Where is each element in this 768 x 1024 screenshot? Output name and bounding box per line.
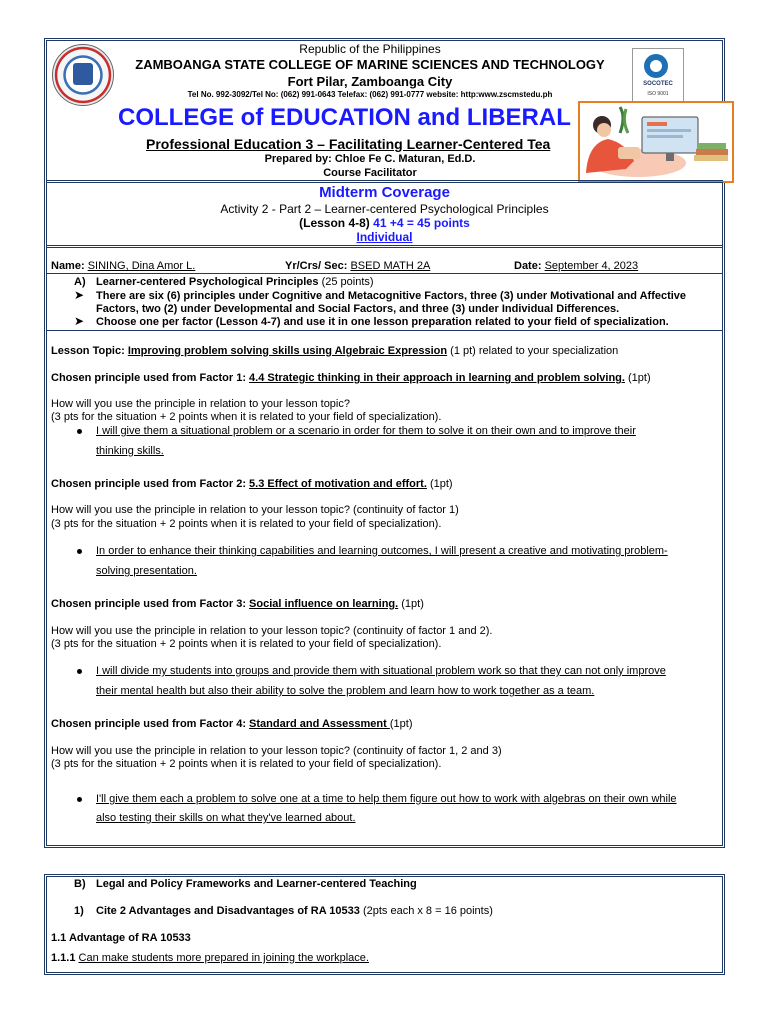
factor-label: Chosen principle used from Factor 3: — [51, 598, 250, 610]
college-title: COLLEGE of EDUCATION and LIBERAL — [118, 104, 571, 131]
factor-2-answer-line1: In order to enhance their thinking capabilities and learning outcomes, I will present a creative and motivating problem- — [96, 545, 668, 557]
factor-label: Chosen principle used from Factor 2: — [51, 478, 250, 490]
school-name: ZAMBOANGA STATE COLLEGE OF MARINE SCIENCES AND TECHNOLOGY — [135, 57, 605, 72]
yrcrs-label: Yr/Crs/ Sec: — [285, 260, 348, 272]
factor-points: (1pt) — [624, 372, 651, 384]
factor-2-answer-line2: solving presentation. — [96, 565, 197, 577]
factor-points: (1pt) — [398, 598, 424, 610]
activity-lesson-line — [46, 216, 723, 230]
factor-4-question: How will you use the principle in relation to your lesson topic? (continuity of factor 1, 2 and 3) — [51, 745, 502, 757]
factor-2-principle — [51, 478, 453, 490]
factor-2-scoring: (3 pts for the situation + 2 points when it is related to your field of specialization). — [51, 518, 442, 530]
woman-at-computer-illustration — [580, 103, 732, 181]
section-a-title: Learner-centered Psychological Principles — [96, 276, 319, 288]
bullet-dot-icon — [77, 429, 82, 434]
factor-points: (1pt) — [389, 718, 413, 730]
section-a-bullet1-line1: There are six (6) principles under Cognitive and Metacognitive Factors, three (3) under Motivational and Affective — [96, 290, 687, 302]
prepared-by: Prepared by: Chloe Fe C. Maturan, Ed.D. — [264, 153, 476, 165]
header-divider — [46, 180, 723, 183]
factor-value: 4.4 Strategic thinking in their approach in learning and problem solving. — [249, 372, 625, 384]
section-a-bullet1-line2: Factors, two (2) under Developmental and Social Factors, and three (3) under Individual Differences. — [96, 303, 620, 315]
factor-4-principle — [51, 718, 412, 730]
factor-4-scoring: (3 pts for the situation + 2 points when it is related to your field of specialization). — [51, 758, 442, 770]
illustration-image — [578, 101, 734, 183]
section-a-divider — [46, 330, 723, 331]
activity-divider — [46, 245, 723, 248]
iso-certification-logo — [632, 48, 684, 104]
advantage-item — [51, 952, 369, 964]
factor-value: Social influence on learning. — [249, 598, 399, 610]
factor-value: Standard and Assessment — [249, 718, 390, 730]
advantage-item-number: 1.1.1 — [51, 952, 79, 964]
factor-1-answer-line2: thinking skills. — [96, 445, 164, 457]
activity-title — [46, 202, 723, 216]
factor-value: 5.3 Effect of motivation and effort. — [249, 478, 427, 490]
yrcrs-row — [285, 260, 470, 272]
factor-label: Chosen principle used from Factor 4: — [51, 718, 250, 730]
factor-4-answer-line2: also testing their skills on what they've learned about. — [96, 812, 356, 824]
contact-line: Tel No. 992-3092/Tel No: (062) 991-0643 Telefax: (062) 991-0777 website: http:www.zscmstedu.ph — [187, 90, 553, 99]
date-row — [514, 260, 638, 272]
section-b-item-points: (2pts each x 8 = 16 points) — [359, 905, 493, 917]
lesson-topic-line — [51, 345, 618, 357]
factor-1-principle — [51, 372, 651, 384]
section-b-marker: B) — [74, 878, 86, 890]
arrow-bullet-icon: ➤ — [74, 288, 85, 302]
factor-2-question: How will you use the principle in relation to your lesson topic? (continuity of factor 1) — [51, 504, 459, 516]
factor-4-answer-line1: I'll give them each a problem to solve one at a time to help them figure out how to work with algebras on their own while — [96, 793, 677, 805]
bullet-dot-icon — [77, 549, 82, 554]
activity-title-text: Activity 2 - Part 2 – Learner-centered Psychological Principles — [220, 202, 549, 216]
lesson-range: (Lesson 4-8) — [299, 216, 374, 230]
republic-line: Republic of the Philippines — [299, 42, 441, 56]
info-divider — [46, 273, 723, 274]
factor-1-answer-line1: I will give them a situational problem or a scenario in order for them to solve it on their own and to improve their — [96, 425, 636, 437]
college-seal-logo — [52, 44, 114, 106]
factor-1-question: How will you use the principle in relation to your lesson topic? — [51, 398, 350, 410]
section-b-item-marker: 1) — [74, 905, 84, 917]
bullet-dot-icon — [77, 797, 82, 802]
arrow-bullet-icon: ➤ — [74, 314, 85, 328]
course-title: Professional Education 3 – Facilitating Learner-Centered Tea — [146, 136, 551, 152]
factor-label: Chosen principle used from Factor 1: — [51, 372, 250, 384]
factor-3-principle — [51, 598, 424, 610]
section-a-bullet2: Choose one per factor (Lesson 4-7) and use it in one lesson preparation related to your field of specialization. — [96, 316, 669, 328]
date-label: Date: — [514, 260, 542, 272]
school-location: Fort Pilar, Zamboanga City — [287, 74, 453, 89]
lesson-topic-value: Improving problem solving skills using Algebraic Expression — [127, 345, 448, 357]
section-b-item-line — [96, 905, 493, 917]
section-b-title: Legal and Policy Frameworks and Learner-centered Teaching — [96, 878, 417, 890]
section-a-marker: A) — [74, 276, 86, 288]
activity-mode: Individual — [356, 230, 413, 244]
factor-1-scoring: (3 pts for the situation + 2 points when it is related to your field of specialization). — [51, 411, 442, 423]
student-yrcrs: BSED MATH 2A — [350, 260, 431, 272]
advantage-heading: 1.1 Advantage of RA 10533 — [51, 932, 191, 944]
student-name: SINING, Dina Amor L. — [87, 260, 196, 272]
bullet-dot-icon — [77, 669, 82, 674]
advantage-item-text: Can make students more prepared in joining the workplace. — [78, 952, 369, 964]
coverage-title: Midterm Coverage — [319, 184, 450, 201]
cert-logo-sub: ISO 9001 — [647, 91, 669, 97]
points-total: 41 +4 = 45 points — [373, 216, 470, 230]
section-a-title-line — [96, 276, 374, 288]
facilitator-role: Course Facilitator — [323, 167, 417, 179]
lesson-topic-suffix: (1 pt) related to your specialization — [447, 345, 619, 357]
section-a-points: (25 points) — [318, 276, 374, 288]
factor-3-question: How will you use the principle in relation to your lesson topic? (continuity of factor 1 and 2). — [51, 625, 493, 637]
lesson-topic-label: Lesson Topic: — [51, 345, 128, 357]
name-row — [51, 260, 263, 272]
section-b-item-title: Cite 2 Advantages and Disadvantages of RA 10533 — [96, 905, 360, 917]
factor-3-answer-line1: I will divide my students into groups and provide them with situational problem work so that they can not only improve — [96, 665, 666, 677]
factor-3-answer-line2: their mental health but also their ability to solve the problem and learn how to work together as a team. — [96, 685, 595, 697]
factor-points: (1pt) — [426, 478, 453, 490]
name-label: Name: — [51, 260, 85, 272]
cert-logo-text: SOCOTEC — [643, 81, 673, 87]
student-date: September 4, 2023 — [544, 260, 639, 272]
factor-3-scoring: (3 pts for the situation + 2 points when it is related to your field of specialization). — [51, 638, 442, 650]
